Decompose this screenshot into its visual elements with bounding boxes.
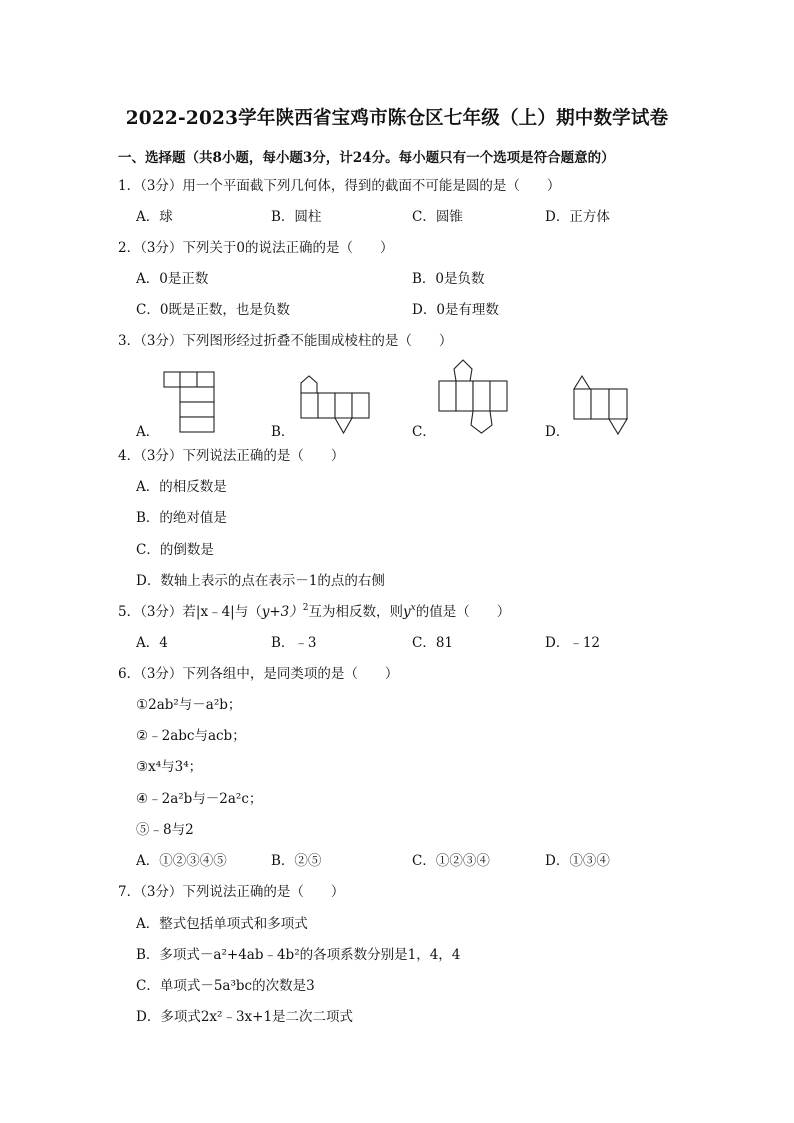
- question-6-item-5: ⑤﹣8与2: [136, 822, 194, 838]
- question-3-option-b: B．: [271, 424, 295, 440]
- question-6-option-b: B．②⑤: [271, 853, 322, 869]
- question-6-item-4: ④﹣2a²b与－2a²c；: [136, 791, 263, 807]
- question-1-option-a: A．球: [136, 209, 173, 225]
- question-6-option-d: D．①③④: [545, 853, 610, 869]
- question-5-option-b: B．﹣3: [271, 635, 317, 651]
- question-3-stem: 3．（3分）下列图形经过折叠不能围成棱柱的是（ ）: [118, 333, 453, 349]
- question-4-option-c: C．的倒数是: [136, 542, 214, 558]
- question-7-stem: 7．（3分）下列说法正确的是（ ）: [118, 884, 345, 900]
- question-2-option-c: C．0既是正数，也是负数: [136, 302, 290, 318]
- question-5-stem-part-3: 互为相反数，则: [308, 604, 403, 620]
- section-heading: 一、选择题（共8小题，每小题3分，计24分。每小题只有一个选项是符合题意的）: [118, 150, 615, 166]
- question-5-option-d: D．﹣12: [545, 635, 601, 651]
- question-5-stem-part-2: y+3）: [261, 604, 303, 620]
- question-7-option-c: C．单项式－5a³bc的次数是3: [136, 978, 315, 994]
- question-1-option-c: C．圆锥: [412, 209, 463, 225]
- question-4-stem: 4．（3分）下列说法正确的是（ ）: [118, 448, 345, 464]
- question-7-option-b: B．多项式－a²+4ab﹣4b²的各项系数分别是1，4，4: [136, 947, 461, 963]
- question-6-stem: 6．（3分）下列各组中，是同类项的是（ ）: [118, 666, 399, 682]
- question-1-stem: 1．（3分）用一个平面截下列几何体，得到的截面不可能是圆的是（ ）: [118, 178, 561, 194]
- question-6-option-a: A．①②③④⑤: [136, 853, 227, 869]
- question-5-stem-part-4: 的值是（ ）: [415, 604, 511, 620]
- question-2-option-b: B．0是负数: [412, 271, 485, 287]
- page-title: 2022-2023学年陕西省宝鸡市陈仓区七年级（上）期中数学试卷: [125, 108, 669, 129]
- net-figure-b: [300, 375, 372, 437]
- question-5-stem-part-1: 5．（3分）若|x﹣4|与（: [118, 604, 262, 620]
- question-5-stem-exponent: 2: [302, 603, 309, 613]
- net-figure-a: [163, 371, 223, 436]
- question-2-stem: 2．（3分）下列关于0的说法正确的是（ ）: [118, 240, 394, 256]
- question-3-option-d: D．: [545, 424, 570, 440]
- question-7-option-d: D．多项式2x²﹣3x+1是二次二项式: [136, 1009, 354, 1025]
- question-5-yx-expression: $y^x$: [403, 603, 416, 620]
- question-4-option-a: A．的相反数是: [136, 479, 227, 495]
- question-5-option-a: A．4: [136, 635, 168, 651]
- question-3-option-c: C．: [412, 424, 436, 440]
- question-6-item-2: ②﹣2abc与acb；: [136, 728, 246, 744]
- question-1-option-d: D．正方体: [545, 209, 610, 225]
- question-7-option-a: A．整式包括单项式和多项式: [136, 916, 308, 932]
- net-figure-d: [573, 375, 631, 437]
- question-5-stem: [118, 603, 510, 621]
- question-2-option-a: A．0是正数: [136, 271, 209, 287]
- question-4-option-b: B．的绝对值是: [136, 510, 227, 526]
- question-3-option-a: A．: [136, 424, 160, 440]
- net-figure-c: [438, 358, 510, 436]
- question-6-option-c: C．①②③④: [412, 853, 490, 869]
- question-5-option-c: C．81: [412, 635, 454, 651]
- question-1-option-b: B．圆柱: [271, 209, 322, 225]
- question-6-item-3: ③x⁴与3⁴；: [136, 759, 203, 775]
- question-4-option-d: D．数轴上表示的点在表示－1的点的右侧: [136, 573, 385, 589]
- question-6-item-1: ①2ab²与－a²b；: [136, 697, 242, 713]
- question-2-option-d: D．0是有理数: [412, 302, 499, 318]
